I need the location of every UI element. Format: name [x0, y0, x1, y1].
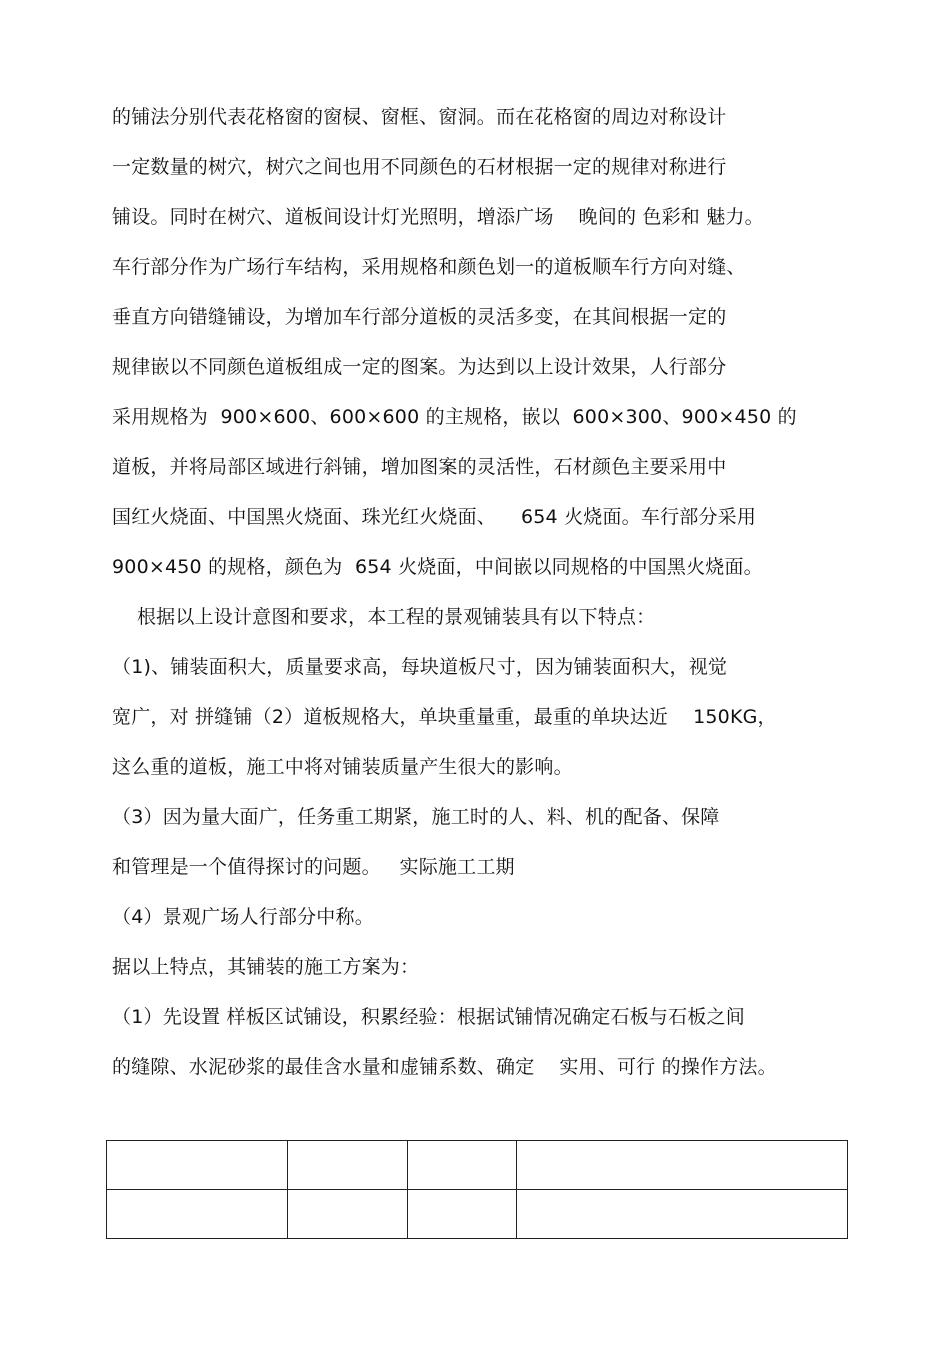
paragraph-line: 采用规格为 900×600、600×600 的主规格，嵌以 600×300、900×450 的	[112, 406, 797, 428]
table-cell	[288, 1141, 408, 1190]
paragraph-line: 一定数量的树穴，树穴之间也用不同颜色的石材根据一定的规律对称进行	[112, 156, 727, 178]
table-cell	[408, 1190, 517, 1239]
paragraph-line: 规律嵌以不同颜色道板组成一定的图案。为达到以上设计效果，人行部分	[112, 356, 727, 378]
paragraph-line: 和管理是一个值得探讨的问题。 实际施工工期	[112, 856, 515, 878]
paragraph-line: （1)、铺装面积大，质量要求高，每块道板尺寸，因为铺装面积大，视觉	[112, 656, 728, 678]
table-cell	[107, 1141, 288, 1190]
table-cell	[517, 1141, 848, 1190]
paragraph-line: 宽广，对 拼缝铺（2）道板规格大，单块重量重，最重的单块达近 150KG，	[112, 706, 777, 728]
empty-table	[106, 1140, 848, 1239]
paragraph-line: 根据以上设计意图和要求，本工程的景观铺装具有以下特点：	[112, 606, 656, 628]
table-cell	[408, 1141, 517, 1190]
table-row	[107, 1190, 848, 1239]
paragraph-line: 900×450 的规格，颜色为 654 火烧面，中间嵌以同规格的中国黑火烧面。	[112, 556, 763, 578]
table-cell	[517, 1190, 848, 1239]
paragraph-line: 这么重的道板，施工中将对铺装质量产生很大的影响。	[112, 756, 573, 778]
table-cell	[288, 1190, 408, 1239]
table-cell	[107, 1190, 288, 1239]
paragraph-line: 的铺法分别代表花格窗的窗棂、窗框、窗洞。而在花格窗的周边对称设计	[112, 106, 727, 128]
paragraph-line: （4）景观广场人行部分中称。	[112, 906, 374, 928]
paragraph-line: 国红火烧面、中国黑火烧面、珠光红火烧面、 654 火烧面。车行部分采用	[112, 506, 757, 528]
paragraph-line: 车行部分作为广场行车结构，采用规格和颜色划一的道板顺车行方向对缝、	[112, 256, 746, 278]
paragraph-line: 据以上特点，其铺装的施工方案为：	[112, 956, 420, 978]
table-row	[107, 1141, 848, 1190]
paragraph-line: （3）因为量大面广，任务重工期紧，施工时的人、料、机的配备、保障	[112, 806, 720, 828]
paragraph-line: （1）先设置 样板区试铺设，积累经验：根据试铺情况确定石板与石板之间	[112, 1006, 745, 1028]
paragraph-line: 铺设。同时在树穴、道板间设计灯光照明，增添广场 晚间的 色彩和 魅力。	[112, 206, 764, 228]
paragraph-line: 垂直方向错缝铺设，为增加车行部分道板的灵活多变，在其间根据一定的	[112, 306, 727, 328]
paragraph-line: 道板，并将局部区域进行斜铺，增加图案的灵活性，石材颜色主要采用中	[112, 456, 727, 478]
paragraph-line: 的缝隙、水泥砂浆的最佳含水量和虚铺系数、确定 实用、可行 的操作方法。	[112, 1056, 777, 1078]
